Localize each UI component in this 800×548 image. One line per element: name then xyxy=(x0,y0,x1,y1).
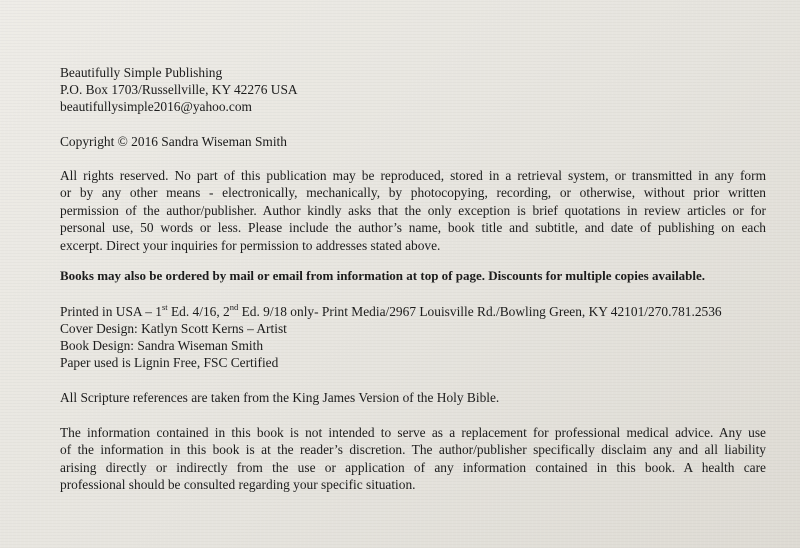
disclaimer-line: arising directly or indirectly from the use or application of any information contained in this book. A health care xyxy=(60,459,766,475)
publisher-name: Beautifully Simple Publishing xyxy=(60,65,223,80)
copyright-line: Copyright © 2016 Sandra Wiseman Smith xyxy=(60,134,287,149)
disclaimer-paragraph xyxy=(60,424,766,494)
order-notice: Books may also be ordered by mail or email from information at top of page. Discounts for multiple copies available. xyxy=(60,268,706,283)
publisher-email: beautifullysimple2016@yahoo.com xyxy=(60,99,252,114)
book-design-line: Book Design: Sandra Wiseman Smith xyxy=(60,338,264,353)
rights-line: All rights reserved. No part of this publication may be reproduced, stored in a retrieval system, or transmitted in any form xyxy=(60,168,766,183)
rights-line: personal use, 50 words or less. Please include the author’s name, book title and subtitle, and date of publishing on each xyxy=(60,220,766,236)
rights-line: or by any other means - electronically, mechanically, by photocopying, recording, or otherwise, without prior written xyxy=(60,185,766,201)
disclaimer-line: of the information in this book is at the reader’s discretion. The author/publisher specifically disclaim any and all liability xyxy=(60,442,766,458)
disclaimer-line: The information contained in this book is not intended to serve as a replacement for professional medical advice. Any use xyxy=(60,425,766,440)
rights-paragraph xyxy=(60,167,766,254)
disclaimer-line: professional should be consulted regarding your specific situation. xyxy=(60,477,416,493)
rights-line: excerpt. Direct your inquiries for permission to addresses stated above. xyxy=(60,237,441,253)
rights-line: permission of the author/publisher. Author kindly asks that the only exception is brief quotations in review articles or for xyxy=(60,202,766,218)
cover-design-line: Cover Design: Katlyn Scott Kerns – Artist xyxy=(60,321,287,336)
printing-line: Printed in USA – 1st Ed. 4/16, 2nd Ed. 9/18 only- Print Media/2967 Louisville Rd./Bowling Green, KY 42101/270.781.2536 xyxy=(60,301,722,319)
paper-line: Paper used is Lignin Free, FSC Certified xyxy=(60,355,279,370)
publisher-address: P.O. Box 1703/Russellville, KY 42276 USA xyxy=(60,82,298,97)
scripture-line: All Scripture references are taken from the King James Version of the Holy Bible. xyxy=(60,390,500,405)
